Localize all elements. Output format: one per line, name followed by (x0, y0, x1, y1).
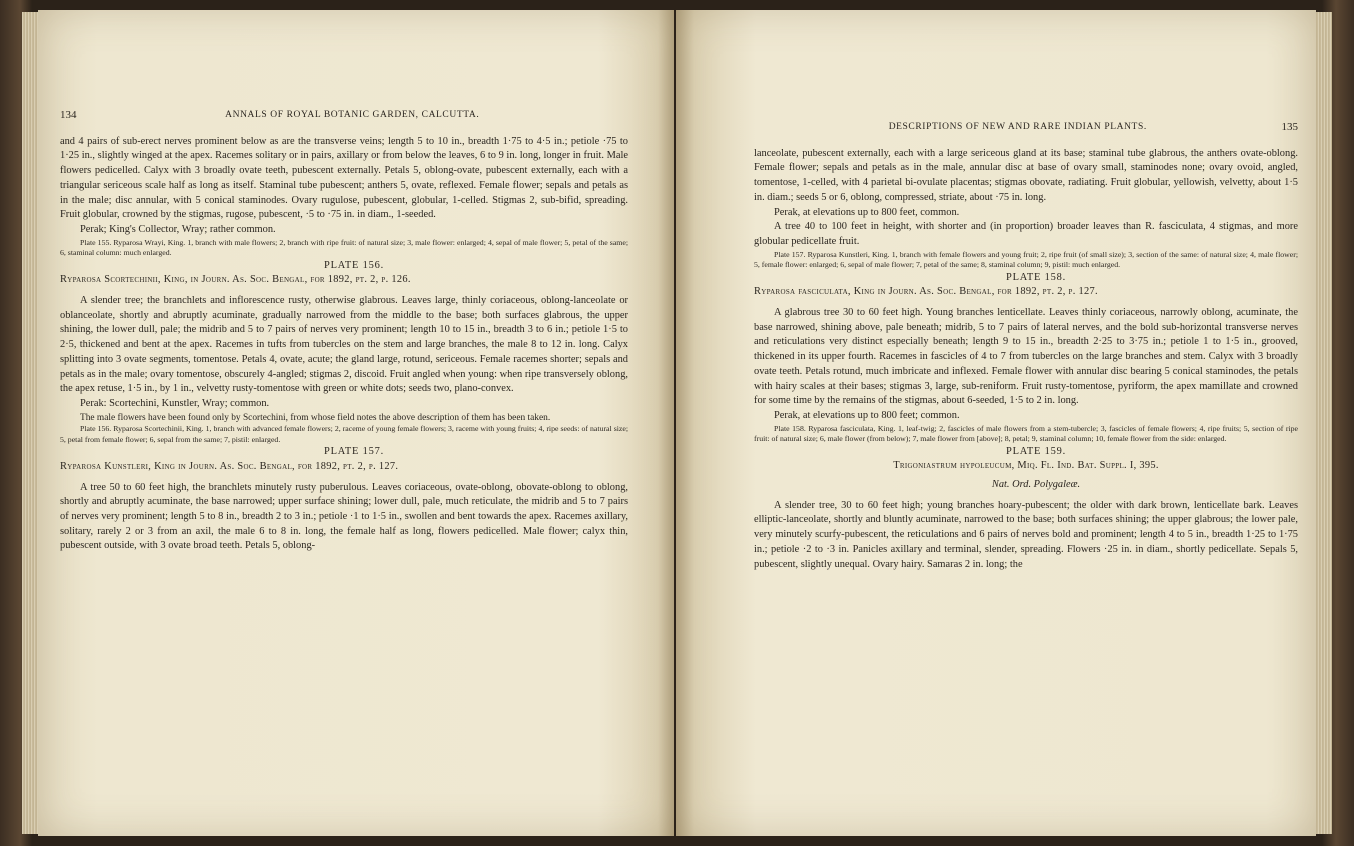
right-running-title: DESCRIPTIONS OF NEW AND RARE INDIAN PLANTS. (888, 122, 1147, 132)
left-page-edges (22, 12, 38, 834)
species-title: Ryparosa Scortechinii, King, in Journ. As. Soc. Bengal, for 1892, pt. 2, p. 126. (60, 274, 411, 286)
plate-caption: Plate 156. Ryparosa Scortechinii, King. 1, branch with advanced female flowers; 2, raceme of young female flowers; 3, raceme with young fruits; 4, ripe seeds: of natural size; 5, petal from female flower; 6, sepal from the same; 7, pistil: enlarged. (60, 424, 628, 444)
right-page-edges (1316, 12, 1332, 834)
natural-order: Nat. Ord. Polygaleæ. (991, 479, 1081, 491)
species-title: Ryparosa Kunstleri, King in Journ. As. Soc. Bengal, for 1892, pt. 2, p. 127. (60, 460, 399, 472)
left-page (38, 10, 674, 836)
paragraph: A tree 50 to 60 feet high, the branchlets minutely rusty puberulous. Leaves coriaceous, ovate-oblong, obovate-oblong to oblong, shortly and abruptly acuminate, the base narrowed; upper surface shining; lower dull, pale, much reticulate, the midrib and 5 to 7 pairs of nerves very prominent; length 5 to 8 in., breadth 2 to 3 in.; petiole ·1 to 1·5 in., swollen and bent towards the apex. Racemes axillary, solitary, rarely 2 or 3 from an axil, the male 6 to 8 in. long, the female half as long, flowers pedicelled. Male flower; calyx thin, pubescent outside, with 3 ovate broad teeth. Petals 5, oblong- (60, 481, 628, 552)
species-title: Trigoniastrum hypoleucum, Miq. Fl. Ind. Bat. Suppl. I, 395. (893, 460, 1159, 472)
plate-caption: Plate 158. Ryparosa fasciculata, King. 1, leaf-twig; 2, fascicles of male flowers from a stem-tubercle; 3, fascicles of female flowers; 4, ripe fruits; 5, section of ripe fruit: of natural size; 6, male flower (from below); 7, male flower from [above]; 8, petal; 9, staminal column; 10, female flower from the side: enlarged. (754, 423, 1298, 444)
species-title: Ryparosa fasciculata, King in Journ. As. Soc. Bengal, for 1892, pt. 2, p. 127. (754, 286, 1098, 298)
right-page (676, 10, 1316, 836)
paragraph: Perak, at elevations up to 800 feet, common. (774, 206, 960, 218)
plate-heading: PLATE 156. (324, 259, 384, 271)
plate-heading: PLATE 158. (1006, 271, 1066, 283)
left-running-head (60, 108, 628, 123)
plate-heading: PLATE 157. (324, 446, 384, 458)
paragraph: Perak; King's Collector, Wray; rather common. (80, 223, 276, 235)
left-text-column (60, 108, 628, 554)
plate-caption: Plate 155. Ryparosa Wrayi, King. 1, branch with male flowers; 2, branch with ripe fruit: of natural size; 3, male flower: enlarged; 4, sepal of male flower; 5, petal of the same; 6, staminal column: much enlarged. (60, 237, 628, 258)
left-running-title: ANNALS OF ROYAL BOTANIC GARDEN, CALCUTTA. (225, 110, 480, 120)
paragraph: A slender tree, 30 to 60 feet high; young branches hoary-pubescent; the older with dark brown, lenticellate bark. Leaves elliptic-lanceolate, shortly and bluntly acuminate, narrowed to the base; both surfaces shining; the upper glabrous; the lower pale, very minutely scurfy-pubescent, the reticulations and 6 pairs of nerves bold and prominent; length 4 to 5 in., breadth 1·25 to 1·75 in.; petiole ·2 to ·3 in. Panicles axillary and terminal, slender, spreading. Flowers ·25 in. in diam., shortly pedicellate. Sepals 5, pubescent, slightly unequal. Ovary hairy. Samaras 2 in. long; the (754, 499, 1298, 570)
paragraph: Perak, at elevations up to 800 feet; common. (774, 409, 960, 421)
paragraph: Perak: Scortechini, Kunstler, Wray; common. (80, 397, 270, 409)
note: The male flowers have been found only by Scortechini, from whose field notes the above description of them has been taken. (80, 412, 551, 423)
right-page-number: 135 (1281, 121, 1298, 133)
right-text-column (754, 120, 1298, 572)
paragraph: lanceolate, pubescent externally, each with a large sericeous gland at its base; staminal tube glabrous, the anthers ovate-oblong. Female flower; sepals and petals as in the male, annular disc at base of ovary small, staminodes none; ovary ovoid, angled, tomentose, 1-celled, with 4 parietal bi-ovulate placentas; stigmas obovate, radiating. Fruit globular, yellowish, velvetty, about 1·5 in. diam.; seeds 5 or 6, oblong, compressed, striate, about ·75 in. long. (754, 147, 1298, 203)
plate-heading: PLATE 159. (1006, 445, 1066, 457)
right-running-head (754, 120, 1298, 135)
paragraph: A glabrous tree 30 to 60 feet high. Young branches lenticellate. Leaves thinly coriaceous, narrowly oblong, acuminate, the base narrowed, shining above, pale beneath; midrib, 5 to 7 pairs of lateral nerves, and the bold sub-horizontal transverse nerves and reticulations very distinct especially beneath; length 9 to 15 in., breadth 2·25 to 3·75 in.; petiole 1 to 1·5 in., grooved, thickened in its upper fourth. Racemes in fascicles of 4 to 7 from tubercles on the large branches and stem. Calyx with 3 broadly ovate teeth. Petals rotund, much imbricate and inflexed. Female flower with annular disc bearing 5 conical staminodes, the petals with hairy scales at their bases; stigmas 3, large, sub-reniform. Fruit rusty-tomentose, pyriform, the apex mamillate and crowned for some time by the remains of the stigmas, about 6-seeded, 1·5 to 2 in. long. (754, 307, 1298, 407)
paragraph: A tree 40 to 100 feet in height, with shorter and (in proportion) broader leaves than R. fasciculata, 4 stigmas, and more globular pedicellate fruit. (754, 221, 1298, 247)
left-page-number: 134 (60, 109, 77, 121)
plate-caption: Plate 157. Ryparosa Kunstleri, King. 1, branch with female flowers and young fruit; 2, ripe fruit (of small size); 3, section of the same: of natural size; 4, male flower; 5, female flower: enlarged; 6, sepal of male flower; 7, petal of the same; 8, staminal column; 9, pistil: much enlarged. (754, 249, 1298, 270)
paragraph: A slender tree; the branchlets and inflorescence rusty, otherwise glabrous. Leaves large, thinly coriaceous, oblong-lanceolate or oblanceolate, shortly and abruptly acuminate, gradually narrowed from the middle to the base; both surfaces glabrous, the upper shining, the lower dull, pale; the midrib and 5 to 7 pairs of nerves very prominent; length 10 to 15 in., breadth 3 to 6 in.; petiole 1·5 to 2·5, thickened and bent at the apex. Racemes in tufts from tubercles on the stem and large branches, the male 8 to 12 in. long. Calyx splitting into 3 ovate segments, tomentose. Petals 4, ovate, acute; the gland large, rotund, sericeous. Female racemes shorter; sepals and petals as in the male; ovary tomentose, obscurely 4-angled; stigmas 2, discoid. Fruit angled when young: when ripe transversely oblong, the apex retuse, 1·5 in., by 1 in., velvetty rusty-tomentose with green or white dots; seeds two, plano-convex. (60, 295, 628, 395)
paragraph: and 4 pairs of sub-erect nerves prominent below as are the transverse veins; length 5 to 10 in., breadth 1·75 to 4·5 in.; petiole ·75 to 1·25 in., slightly winged at the apex. Racemes solitary or in pairs, axillary or from below the leaves, 6 to 9 in. long, longer in fruit. Male flowers pedicelled. Calyx with 3 broadly ovate teeth, pubescent externally. Petals 5, oblong-ovate, pubescent externally, each with a triangular sericeous scale half as long as itself. Staminal tube pubescent; anthers 5, ovate, reflexed. Female flower; sepals and petals as in the male; disc annular, with 5 conical staminodes. Ovary rugulose, pubescent, globular, 1-celled. Stigmas 2, sub-bifid, spreading. Fruit globular, crowned by the stigmas, rugose, pubescent, ·5 to ·75 in. in diam., 1-seeded. (60, 135, 628, 221)
